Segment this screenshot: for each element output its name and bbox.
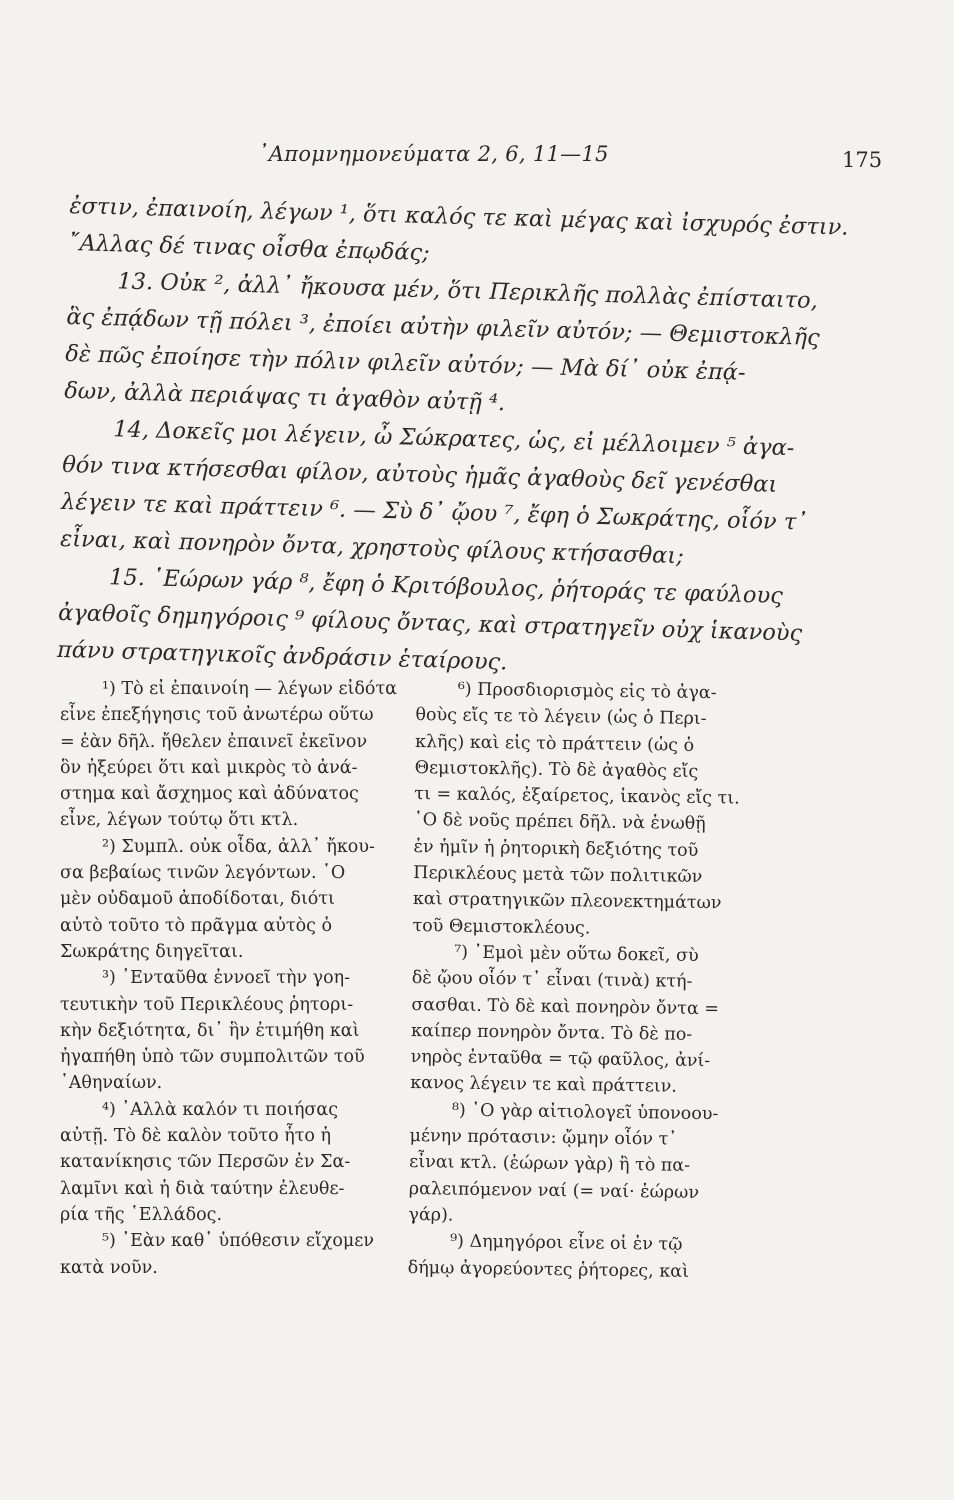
text-line: θόν τινα κτήσεσθαι φίλον, αὐτοὺς ἡμᾶς ἀγαθοὺς δεῖ γενέσθαι bbox=[61, 451, 778, 498]
footnote-line: κὴν δεξιότητα, δι᾽ ἣν ἐτιμήθη καὶ bbox=[60, 1020, 360, 1041]
footnote-line: νηρὸς ἐνταῦθα = τῷ φαῦλος, ἀνί- bbox=[410, 1047, 711, 1072]
footnote-line: κατὰ νοῦν. bbox=[60, 1257, 158, 1278]
main-text bbox=[56, 188, 849, 689]
text-line: δὲ πῶς ἐποίησε τὴν πόλιν φιλεῖν αὐτόν; — Μὰ δί᾽ οὐκ ἐπᾴ- bbox=[65, 340, 746, 386]
footnote-line: δὲ ᾤου οἷόν τ᾽ εἶναι (τινὰ) κτή- bbox=[411, 968, 693, 993]
text-line: 14, Δοκεῖς μοι λέγειν, ὦ Σώκρατες, ὡς, εἰ μέλλοιμεν ⁵ ἀγα- bbox=[112, 416, 795, 462]
footnote-line: κανος λέγειν τε καὶ πράττειν. bbox=[410, 1073, 678, 1098]
text-line: ἃς ἐπᾴδων τῇ πόλει ³, ἐποίει αὐτὴν φιλεῖν αὐτόν; — Θεμιστοκλῆς bbox=[66, 303, 821, 351]
footnote-line: αὐτῇ. Τὸ δὲ καλὸν τοῦτο ἦτο ἡ bbox=[60, 1126, 331, 1147]
footnote-line: καίπερ πονηρὸν ὄντα. Τὸ δὲ πο- bbox=[410, 1020, 693, 1045]
footnote-line: ⁴) ᾿Αλλὰ καλόν τι ποιήσας bbox=[102, 1099, 338, 1120]
footnote-line: λαμῖνι καὶ ἡ διὰ ταύτην ἐλευθε- bbox=[60, 1178, 345, 1199]
footnote-line: ⁶) Προσδιορισμὸς εἰς τὸ ἀγα- bbox=[457, 679, 717, 704]
text-line: ἀγαθοῖς δημηγόροις ⁹ φίλους ὄντας, καὶ στρατηγεῖν οὐχ ἱκανοὺς bbox=[57, 599, 803, 647]
footnote-line: θοὺς εἴς τε τὸ λέγειν (ὡς ὁ Περι- bbox=[415, 705, 707, 730]
footnote-line: ¹) Τὸ εἰ ἐπαινοίη — λέγων εἰδότα bbox=[102, 679, 397, 699]
footnote-line: εἶνε ἐπεξήγησις τοῦ ἀνωτέρω οὕτω bbox=[60, 705, 374, 726]
footnote-line: ρία τῆς ῾Ελλάδος. bbox=[60, 1204, 223, 1225]
text-line: 13. Οὐκ ², ἀλλ᾽ ἤκουσα μέν, ὅτι Περικλῆς πολλὰς ἐπίσταιτο, bbox=[117, 268, 819, 314]
footnote-line: ⁸) ῾Ο γὰρ αἰτιολογεῖ ὑπονοου- bbox=[451, 1100, 719, 1125]
text-line: 15. ῾Εώρων γάρ ⁸, ἔφη ὁ Κριτόβουλος, ῥήτοράς τε φαύλους bbox=[108, 564, 784, 610]
footnote-line: ⁵) ᾿Εὰν καθ᾽ ὑπόθεσιν εἴχομεν bbox=[102, 1231, 374, 1252]
footnote-line: ⁷) ᾿Εμοὶ μὲν οὕτω δοκεῖ, σὺ bbox=[454, 942, 699, 966]
footnote-line: ᾿Αθηναίων. bbox=[60, 1073, 163, 1094]
footnote-line: εἶναι κτλ. (ἑώρων γὰρ) ἢ τὸ πα- bbox=[409, 1152, 691, 1177]
footnote-line: Σωκράτης διηγεῖται. bbox=[60, 941, 244, 962]
footnote-line: ἠγαπήθη ὑπὸ τῶν συμπολιτῶν τοῦ bbox=[60, 1047, 365, 1068]
footnote-line: ⁹) Δημηγόροι εἶνε οἱ ἐν τῷ bbox=[449, 1231, 683, 1256]
page-number: 175 bbox=[842, 148, 883, 172]
footnotes-right-column bbox=[408, 676, 768, 1286]
footnote-line: τι = καλός, ἐξαίρετος, ἱκανὸς εἴς τι. bbox=[414, 784, 740, 809]
footnote-line: ὃν ἠξεύρει ὅτι καὶ μικρὸς τὸ ἀνά- bbox=[60, 757, 358, 778]
footnote-line: ἐν ἡμῖν ἡ ῥητορικὴ δεξιότης τοῦ bbox=[413, 836, 699, 861]
text-line: δων, ἀλλὰ περιάψας τι ἀγαθὸν αὐτῇ ⁴. bbox=[63, 377, 506, 417]
footnote-line: κατανίκησις τῶν Περσῶν ἐν Σα- bbox=[60, 1152, 351, 1173]
text-line: ἐστιν, ἐπαινοίη, λέγων ¹, ὅτι καλός τε καὶ μέγας καὶ ἰσχυρός ἐστιν. bbox=[69, 192, 849, 241]
footnote-line: τευτικὴν τοῦ Περικλέους ῥητορι- bbox=[60, 994, 354, 1015]
footnote-line: κλῆς) καὶ εἰς τὸ πράττειν (ὡς ὁ bbox=[414, 731, 695, 756]
footnote-line: μὲν οὐδαμοῦ ἀποδίδοται, διότι bbox=[60, 889, 335, 910]
footnote-line: τοῦ Θεμιστοκλέους. bbox=[412, 915, 591, 939]
footnote-line: δήμῳ ἀγορεύοντες ῥήτορες, καὶ bbox=[407, 1257, 690, 1282]
footnote-line: ²) Συμπλ. οὐκ οἶδα, ἀλλ᾽ ἤκου- bbox=[102, 836, 375, 857]
text-line: λέγειν τε καὶ πράττειν ⁶. — Σὺ δ᾽ ᾤου ⁷, ἔφη ὁ Σωκράτης, οἷόν τ᾽ bbox=[60, 488, 808, 536]
footnote-line: Θεμιστοκλῆς). Τὸ δὲ ἀγαθὸς εἴς bbox=[414, 757, 699, 782]
footnote-line: Περικλέους μετὰ τῶν πολιτικῶν bbox=[413, 863, 703, 888]
footnote-line: μένην πρότασιν: ᾤμην οἷόν τ᾽ bbox=[409, 1126, 678, 1150]
footnote-line: ῾Ο δὲ νοῦς πρέπει δῆλ. νὰ ἑνωθῇ bbox=[413, 810, 706, 835]
footnote-line: στημα καὶ ἄσχημος καὶ ἀδύνατος bbox=[60, 784, 359, 805]
footnote-line: = ἐὰν δῆλ. ἤθελεν ἐπαινεῖ ἐκεῖνον bbox=[60, 731, 368, 752]
footnote-line: γάρ). bbox=[408, 1204, 454, 1226]
footnote-line: εἶνε, λέγων τούτῳ ὅτι κτλ. bbox=[60, 810, 299, 831]
footnote-line: καὶ στρατηγικῶν πλεονεκτημάτων bbox=[412, 889, 722, 914]
footnotes-left-column bbox=[60, 676, 396, 1281]
running-title: ᾿Απομνημονεύματα 2, 6, 11—15 bbox=[258, 142, 609, 166]
text-line: πάνυ στρατηγικοῖς ἀνδράσιν ἑταίρους. bbox=[56, 636, 508, 676]
text-line: εἶναι, καὶ πονηρὸν ὄντα, χρηστοὺς φίλους κτήσασθαι; bbox=[59, 525, 685, 570]
footnote-line: αὐτὸ τοῦτο τὸ πρᾶγμα αὐτὸς ὁ bbox=[60, 915, 333, 936]
text-line: ῎Αλλας δέ τινας οἶσθα ἐπῳδάς; bbox=[68, 229, 431, 267]
footnote-line: ραλειπόμενον ναί (= ναί· ἑώρων bbox=[408, 1178, 700, 1203]
footnote-line: ³) ᾿Ενταῦθα ἐννοεῖ τὴν γοη- bbox=[102, 968, 351, 989]
footnote-line: σασθαι. Τὸ δὲ καὶ πονηρὸν ὄντα = bbox=[411, 994, 720, 1019]
footnote-line: σα βεβαίως τινῶν λεγόντων. ῾Ο bbox=[60, 863, 346, 884]
